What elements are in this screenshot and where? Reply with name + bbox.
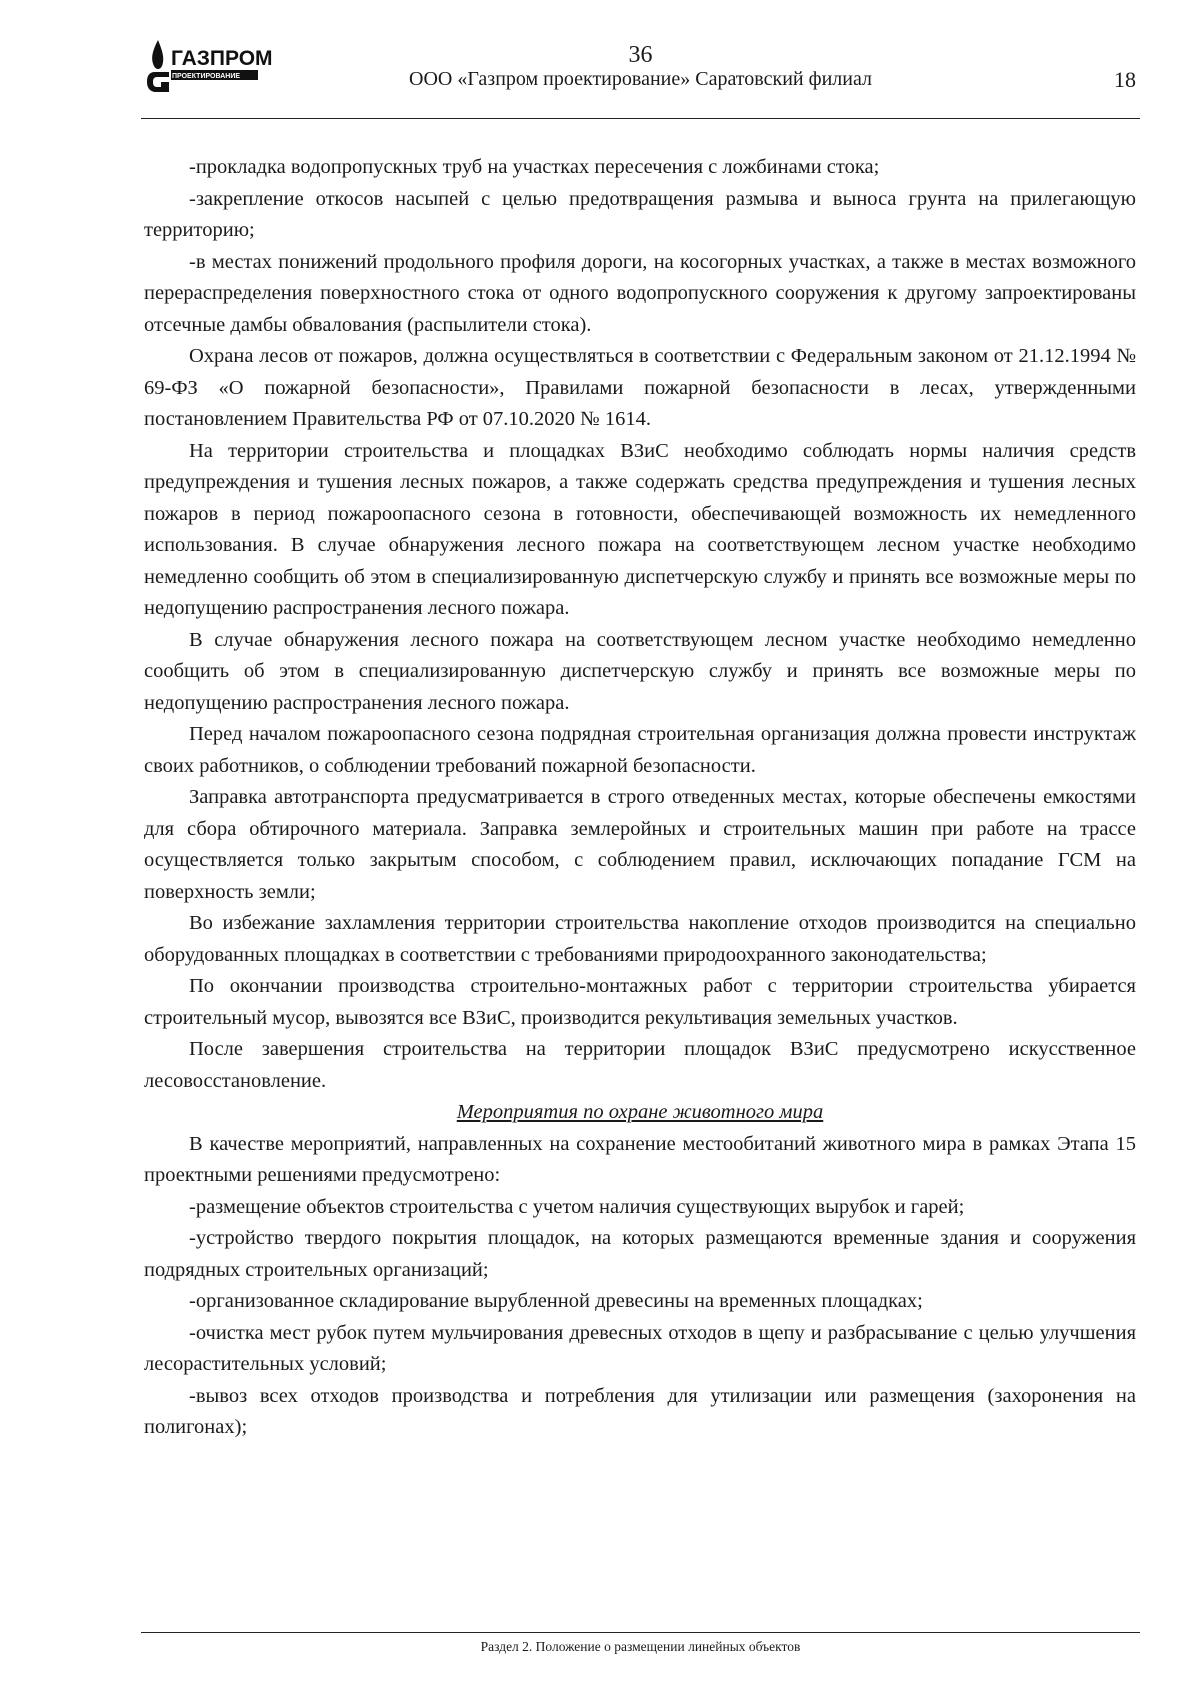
page-footer <box>141 1632 1140 1655</box>
paragraph: После завершения строительства на территории площадок ВЗиС предусмотрено искусственное лесовосстановление. <box>144 1038 1136 1092</box>
paragraph: Заправка автотранспорта предусматривается в строго отведенных местах, которые обеспечены емкостями для сбора обтирочного материала. Заправка землеройных и строительных машин при работе на трассе осуществляется только закрытым способом, с соблюдением правил, исключающих попадание ГСМ на поверхность земли; <box>144 786 1136 903</box>
paragraph: -размещение объектов строительства с учетом наличия существующих вырубок и гарей; <box>189 1195 965 1218</box>
paragraph: Перед началом пожароопасного сезона подрядная строительная организация должна провести инструктаж своих работников, о соблюдении требований пожарной безопасности. <box>144 723 1136 777</box>
paragraph: На территории строительства и площадках ВЗиС необходимо соблюдать нормы наличия средств предупреждения и тушения лесных пожаров, а также содержать средства предупреждения и тушения лесных пожаров в период пожароопасного сезона в готовности, обеспечивающей возможность их немедленного использования. В случае обнаружения лесного пожара на соответствующем лесном участке необходимо немедленно сообщить об этом в специализированную диспетчерскую службу и принять все возможные меры по недопущению распространения лесного пожара. <box>144 439 1136 619</box>
logo-subtext: ПРОЕКТИРОВАНИЕ <box>172 73 241 80</box>
paragraph: -организованное складирование вырубленной древесины на временных площадках; <box>189 1290 923 1312</box>
paragraph: В случае обнаружения лесного пожара на соответствующем лесном участке необходимо немедленно сообщить об этом в специализированную диспетчерскую службу и принять все возможные меры по недопущению распространения лесного пожара. <box>144 628 1136 714</box>
page-header <box>141 38 1140 119</box>
paragraph: -закрепление откосов насыпей с целью предотвращения размыва и выноса грунта на прилегающую территорию; <box>144 187 1136 241</box>
logo-text: ГАЗПРОМ <box>171 47 273 70</box>
section-subheading: Мероприятия по охране животного мира <box>456 1101 824 1123</box>
sheet-number: 18 <box>1114 67 1136 92</box>
paragraph: -очистка мест рубок путем мульчирования древесных отходов в щепу и разбрасывание с целью улучшения лесорастительных условий; <box>144 1321 1136 1375</box>
paragraph: Охрана лесов от пожаров, должна осуществляться в соответствии с Федеральным законом от 21.12.1994 № 69-ФЗ «О пожарной безопасности», Правилами пожарной безопасности в лесах, утвержденными постановлением Правительства РФ от 07.10.2020 № 1614. <box>144 345 1136 430</box>
paragraph: -в местах понижений продольного профиля дороги, на косогорных участках, а также в местах возможного перераспределения поверхностного стока от одного водопропускного сооружения к другому запроектированы отсечные дамбы обвалования (распылители стока). <box>144 250 1136 336</box>
paragraph: -прокладка водопропускных труб на участках пересечения с ложбинами стока; <box>189 156 880 178</box>
paragraph: -устройство твердого покрытия площадок, на которых размещаются временные здания и сооружения подрядных строительных организаций; <box>144 1227 1136 1281</box>
paragraph: -вывоз всех отходов производства и потребления для утилизации или размещения (захоронения на полигонах); <box>144 1384 1136 1438</box>
paragraph: В качестве мероприятий, направленных на сохранение местообитаний животного мира в рамках Этапа 15 проектными решениями предусмотрено: <box>144 1132 1136 1186</box>
footer-text: Раздел 2. Положение о размещении линейных объектов <box>480 1639 801 1654</box>
organization-name: ООО «Газпром проектирование» Саратовский филиал <box>409 68 872 90</box>
paragraph: Во избежание захламления территории строительства накопление отходов производится на специально оборудованных площадках в соответствии с требованиями природоохранного законодательства; <box>144 912 1136 966</box>
page-number: 36 <box>628 42 653 68</box>
paragraph: По окончании производства строительно-монтажных работ с территории строительства убирается строительный мусор, вывозятся все ВЗиС, производится рекультивация земельных участков. <box>144 975 1136 1029</box>
document-body <box>144 152 1136 1444</box>
